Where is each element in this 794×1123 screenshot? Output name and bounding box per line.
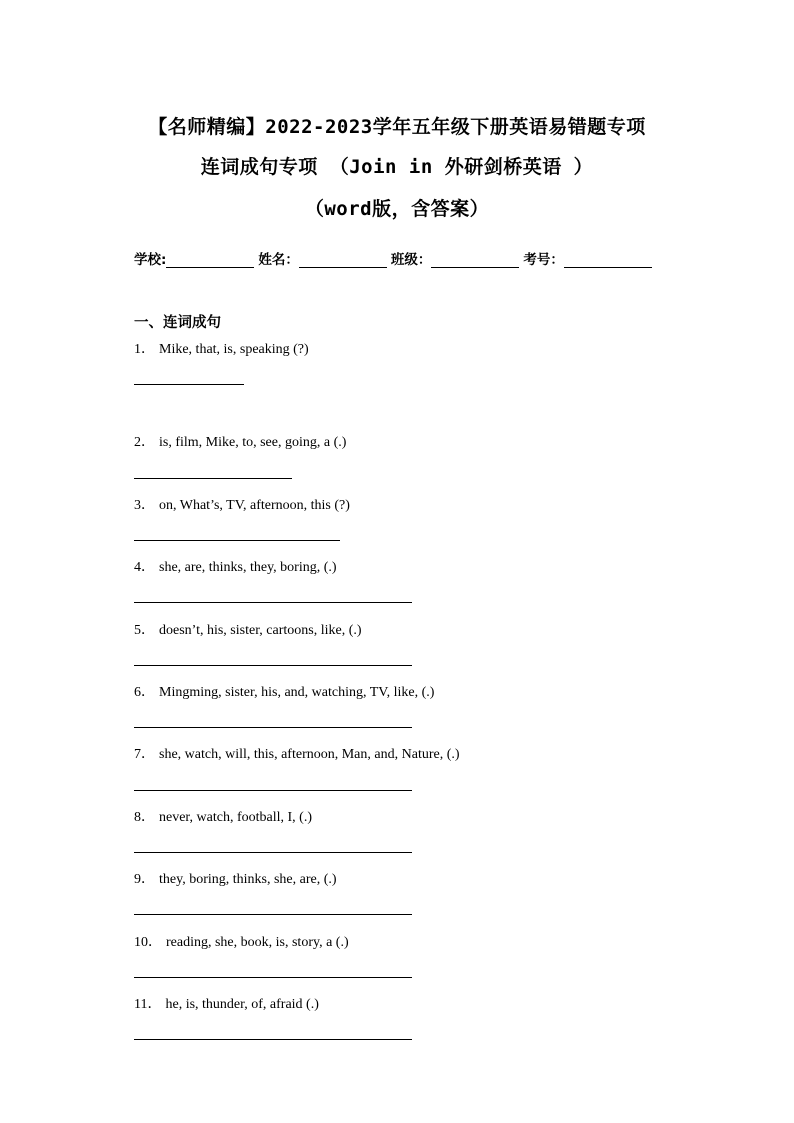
class-blank[interactable] [431, 253, 519, 268]
name-blank[interactable] [299, 253, 387, 268]
question-number: 9． [134, 872, 155, 887]
class-label: 班级： [390, 252, 432, 268]
question-number: 10． [134, 935, 162, 950]
section-title: 一、连词成句 [134, 315, 221, 331]
exam-number-field [523, 248, 656, 268]
question-item [134, 338, 309, 358]
class-field [391, 248, 524, 268]
question-text: he, is, thunder, of, afraid (.) [165, 997, 319, 1012]
question-item [134, 743, 460, 763]
question-item [134, 931, 349, 951]
exam-number-label: 考号： [523, 252, 564, 268]
question-item [134, 556, 337, 576]
answer-line[interactable] [134, 478, 292, 479]
school-label: 学校: [134, 252, 167, 268]
answer-line[interactable] [134, 852, 412, 853]
question-text: Mingming, sister, his, and, watching, TV, like, (.) [159, 685, 435, 700]
question-text: never, watch, football, I, (.) [159, 810, 312, 825]
answer-line[interactable] [134, 384, 244, 385]
question-text: on, What’s, TV, afternoon, this (?) [159, 498, 350, 513]
question-number: 11． [134, 997, 162, 1012]
name-label: 姓名： [258, 252, 299, 268]
student-info-row [134, 248, 674, 268]
question-text: reading, she, book, is, story, a (.) [166, 935, 349, 950]
question-number: 8． [134, 810, 155, 825]
question-number: 2． [134, 435, 155, 450]
exam-number-blank[interactable] [564, 253, 652, 268]
school-blank[interactable] [166, 253, 254, 268]
answer-line[interactable] [134, 914, 412, 915]
question-text: is, film, Mike, to, see, going, a (.) [159, 435, 347, 450]
question-text: she, are, thinks, they, boring, (.) [159, 560, 337, 575]
question-number: 4． [134, 560, 155, 575]
answer-line[interactable] [134, 1039, 412, 1040]
question-number: 1． [134, 342, 155, 357]
document-title-line-2: 连词成句专项 （Join in 外研剑桥英语 ） [200, 156, 594, 178]
question-item [134, 494, 350, 514]
question-number: 3． [134, 498, 155, 513]
name-field [258, 248, 391, 268]
question-item [134, 681, 434, 701]
question-text: doesn’t, his, sister, cartoons, like, (.) [159, 623, 362, 638]
question-item [134, 431, 346, 451]
document-title-line-1: 【名师精编】2022-2023学年五年级下册英语易错题专项 [148, 116, 646, 138]
question-text: they, boring, thinks, she, are, (.) [159, 872, 337, 887]
answer-line[interactable] [134, 665, 412, 666]
question-item [134, 619, 362, 639]
question-item [134, 806, 312, 826]
question-text: Mike, that, is, speaking (?) [159, 342, 309, 357]
answer-line[interactable] [134, 977, 412, 978]
question-item [134, 868, 337, 888]
question-item [134, 993, 319, 1013]
answer-line[interactable] [134, 727, 412, 728]
answer-line[interactable] [134, 790, 412, 791]
question-text: she, watch, will, this, afternoon, Man, and, Nature, (.) [159, 747, 460, 762]
school-field [134, 248, 258, 268]
answer-line[interactable] [134, 540, 340, 541]
question-number: 5． [134, 623, 155, 638]
question-number: 7． [134, 747, 155, 762]
question-number: 6． [134, 685, 155, 700]
document-title-line-3: （word版，含答案） [304, 198, 490, 220]
answer-line[interactable] [134, 602, 412, 603]
